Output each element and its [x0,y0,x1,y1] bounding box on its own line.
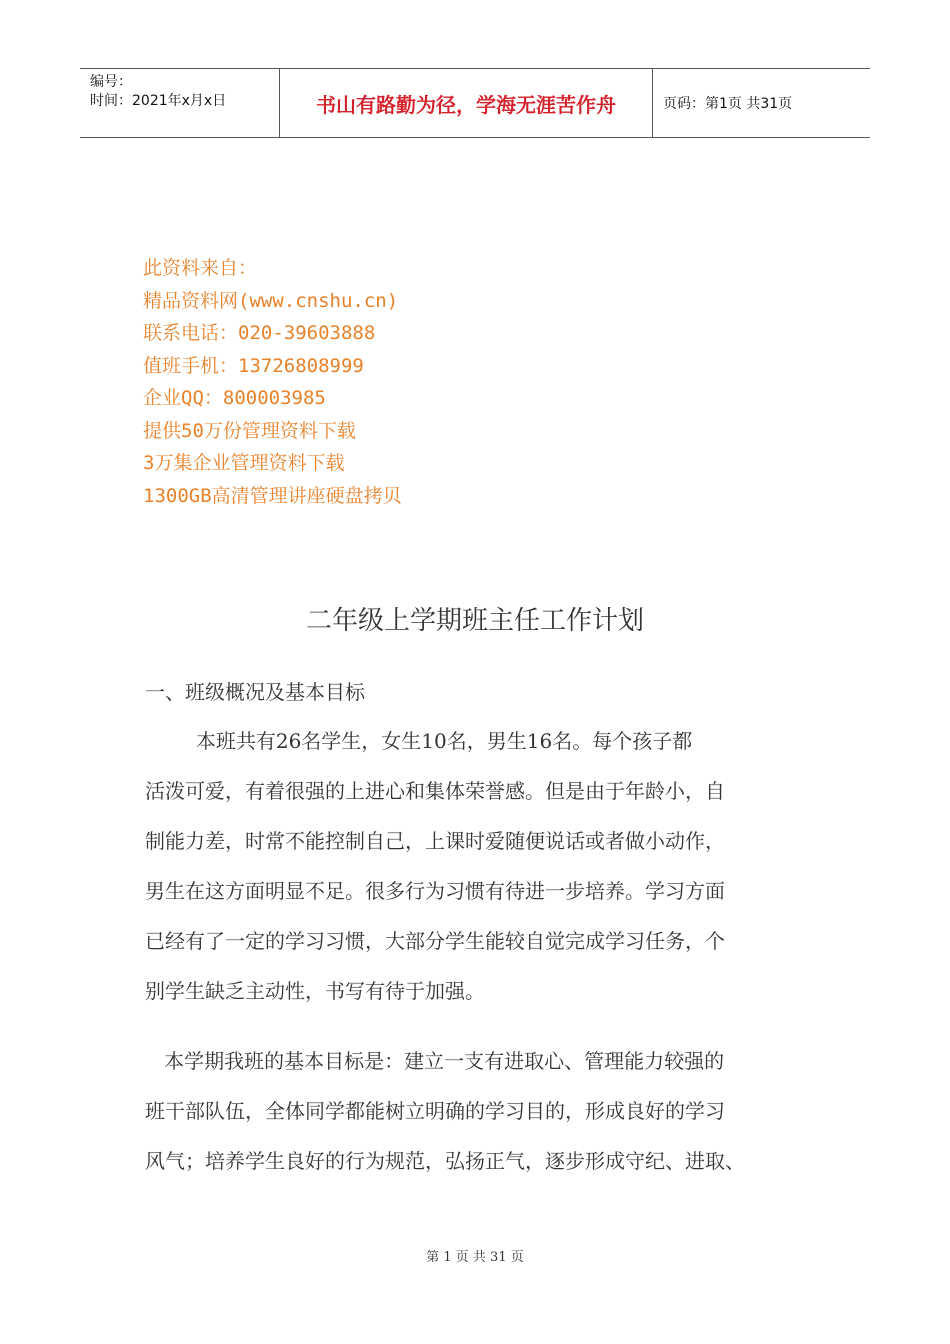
source-line: 联系电话：020-39603888 [143,322,376,344]
source-line: 提供50万份管理资料下载 [143,419,356,442]
source-line: 精品资料网(www.cnshu.cn) [143,289,399,312]
paragraph-line: 本班共有26名学生，女生10名，男生16名。每个孩子都 [145,729,693,753]
header-meta [80,69,280,137]
document-title: 二年级上学期班主任工作计划 [305,606,644,636]
page-footer: 第 1 页 共 31 页 [426,1250,524,1265]
time-label: 时间：2021年x月x日 [90,93,227,109]
number-label: 编号： [90,74,132,90]
section-heading: 一、班级概况及基本目标 [145,680,365,704]
header-motto: 书山有路勤为径，学海无涯苦作舟 [280,69,653,137]
paragraph-line: 风气；培养学生良好的行为规范，弘扬正气，逐步形成守纪、进取、 [145,1149,745,1173]
source-line: 3万集企业管理资料下载 [143,452,345,474]
source-line: 此资料来自： [143,257,258,279]
paragraph-2 [145,1036,805,1186]
page-header [80,68,870,138]
paragraph-line: 已经有了一定的学习习惯，大部分学生能较自觉完成学习任务，个 [145,929,725,953]
source-info-block [143,252,402,512]
paragraph-1 [145,716,805,1016]
paragraph-line: 本学期我班的基本目标是：建立一支有进取心、管理能力较强的 [145,1049,725,1073]
paragraph-line: 制能力差，时常不能控制自己，上课时爱随便说话或者做小动作， [145,829,725,853]
header-page-info: 页码：第1页 共31页 [663,96,793,112]
paragraph-line: 男生在这方面明显不足。很多行为习惯有待进一步培养。学习方面 [145,879,725,903]
paragraph-line: 活泼可爱，有着很强的上进心和集体荣誉感。但是由于年龄小，自 [145,779,725,803]
source-line: 1300GB高清管理讲座硬盘拷贝 [143,484,402,507]
paragraph-line: 班干部队伍，全体同学都能树立明确的学习目的，形成良好的学习 [145,1099,725,1123]
paragraph-line: 别学生缺乏主动性，书写有待于加强。 [145,979,485,1003]
source-line: 值班手机：13726808999 [143,354,364,377]
source-line: 企业QQ：800003985 [143,387,326,409]
